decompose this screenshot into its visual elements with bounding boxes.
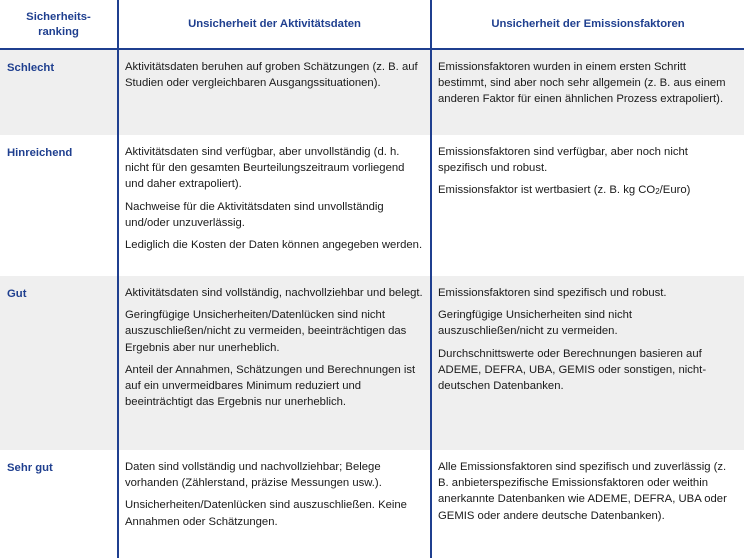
- cell-paragraph: Daten sind vollständig und nachvollziehbar; Belege vorhanden (Zählerstand, präzise Messungen usw.).: [125, 461, 382, 490]
- co2-subscript: 2: [655, 187, 660, 197]
- table-row: [0, 49, 744, 135]
- ranking-cell: Gut: [0, 276, 118, 450]
- cell-paragraph: Alle Emissionsfaktoren sind spezifisch und zuverlässig (z. B. anbieterspezifische Emissionsfaktoren oder weithin anerkannte Datenbanken wie ADEME, DEFRA, UBA oder GEMIS oder andere deutsche Datenbanken).: [438, 461, 727, 522]
- activity-cell: [118, 49, 431, 135]
- table-row: [0, 450, 744, 558]
- ranking-cell: Schlecht: [0, 49, 118, 135]
- cell-paragraph: Aktivitätsdaten beruhen auf groben Schätzungen (z. B. auf Studien oder vergleichbaren Ausgangssituationen).: [125, 61, 418, 90]
- header-ranking-line2: ranking: [38, 26, 79, 38]
- cell-paragraph: Emissionsfaktoren sind verfügbar, aber noch nicht spezifisch und robust.: [438, 146, 688, 175]
- cell-paragraph-co2: [438, 182, 738, 198]
- cell-paragraph: Aktivitätsdaten sind vollständig, nachvollziehbar und belegt.: [125, 287, 423, 299]
- cell-paragraph: Aktivitätsdaten sind verfügbar, aber unvollständig (d. h. nicht für den gesamten Beurteilungszeitraum vorliegend und daher extrapoliert).: [125, 146, 405, 191]
- header-activity-data: Unsicherheit der Aktivitätsdaten: [118, 0, 431, 49]
- ranking-cell: Hinreichend: [7, 147, 73, 159]
- cell-paragraph: Durchschnittswerte oder Berechnungen basieren auf ADEME, DEFRA, UBA, GEMIS oder sonstigen, nicht-deutschen Datenbanken.: [438, 347, 707, 393]
- co2-text-after: /Euro): [659, 184, 691, 197]
- cell-paragraph: Geringfügige Unsicherheiten/Datenlücken sind nicht auszuschließen/nicht zu vermeiden, beeinträchtigen das Ergebnis aber nur unerheblich.: [125, 309, 407, 354]
- cell-paragraph: Geringfügige Unsicherheiten sind nicht auszuschließen/nicht zu vermeiden.: [438, 309, 633, 338]
- activity-cell: [118, 450, 431, 558]
- cell-paragraph: Unsicherheiten/Datenlücken sind auszuschließen. Keine Annahmen oder Schätzungen.: [125, 499, 407, 528]
- header-row: [0, 0, 744, 49]
- co2-text-before: Emissionsfaktor ist wertbasiert (z. B. kg CO: [438, 184, 656, 197]
- cell-paragraph: Lediglich die Kosten der Daten können angegeben werden.: [125, 239, 423, 252]
- emission-cell: [431, 49, 744, 135]
- emission-cell: [431, 450, 744, 558]
- activity-cell: [118, 135, 431, 276]
- activity-cell: [118, 276, 431, 450]
- cell-paragraph: Emissionsfaktoren wurden in einem ersten Schritt bestimmt, sind aber noch sehr allgemein (z. B. aus einem anderen Faktor für einen ähnlichen Prozess extrapoliert).: [438, 61, 726, 106]
- emission-cell: [431, 135, 744, 276]
- cell-paragraph: Emissionsfaktoren sind spezifisch und robust.: [438, 287, 667, 299]
- cell-paragraph: Nachweise für die Aktivitätsdaten sind unvollständig und/oder unzuverlässig.: [125, 200, 384, 229]
- header-ranking: [0, 0, 118, 49]
- ranking-cell: Sehr gut: [7, 462, 53, 474]
- table-row: [0, 135, 744, 276]
- table-row: [0, 276, 744, 450]
- emission-cell: [431, 276, 744, 450]
- cell-paragraph: Anteil der Annahmen, Schätzungen und Berechnungen ist auf ein unvermeidbares Minimum reduziert und beeinträchtigt das Ergebnis nur unerheblich.: [125, 363, 416, 409]
- header-emission-factors: Unsicherheit der Emissionsfaktoren: [431, 0, 744, 49]
- header-ranking-line1: Sicherheits-: [26, 11, 91, 23]
